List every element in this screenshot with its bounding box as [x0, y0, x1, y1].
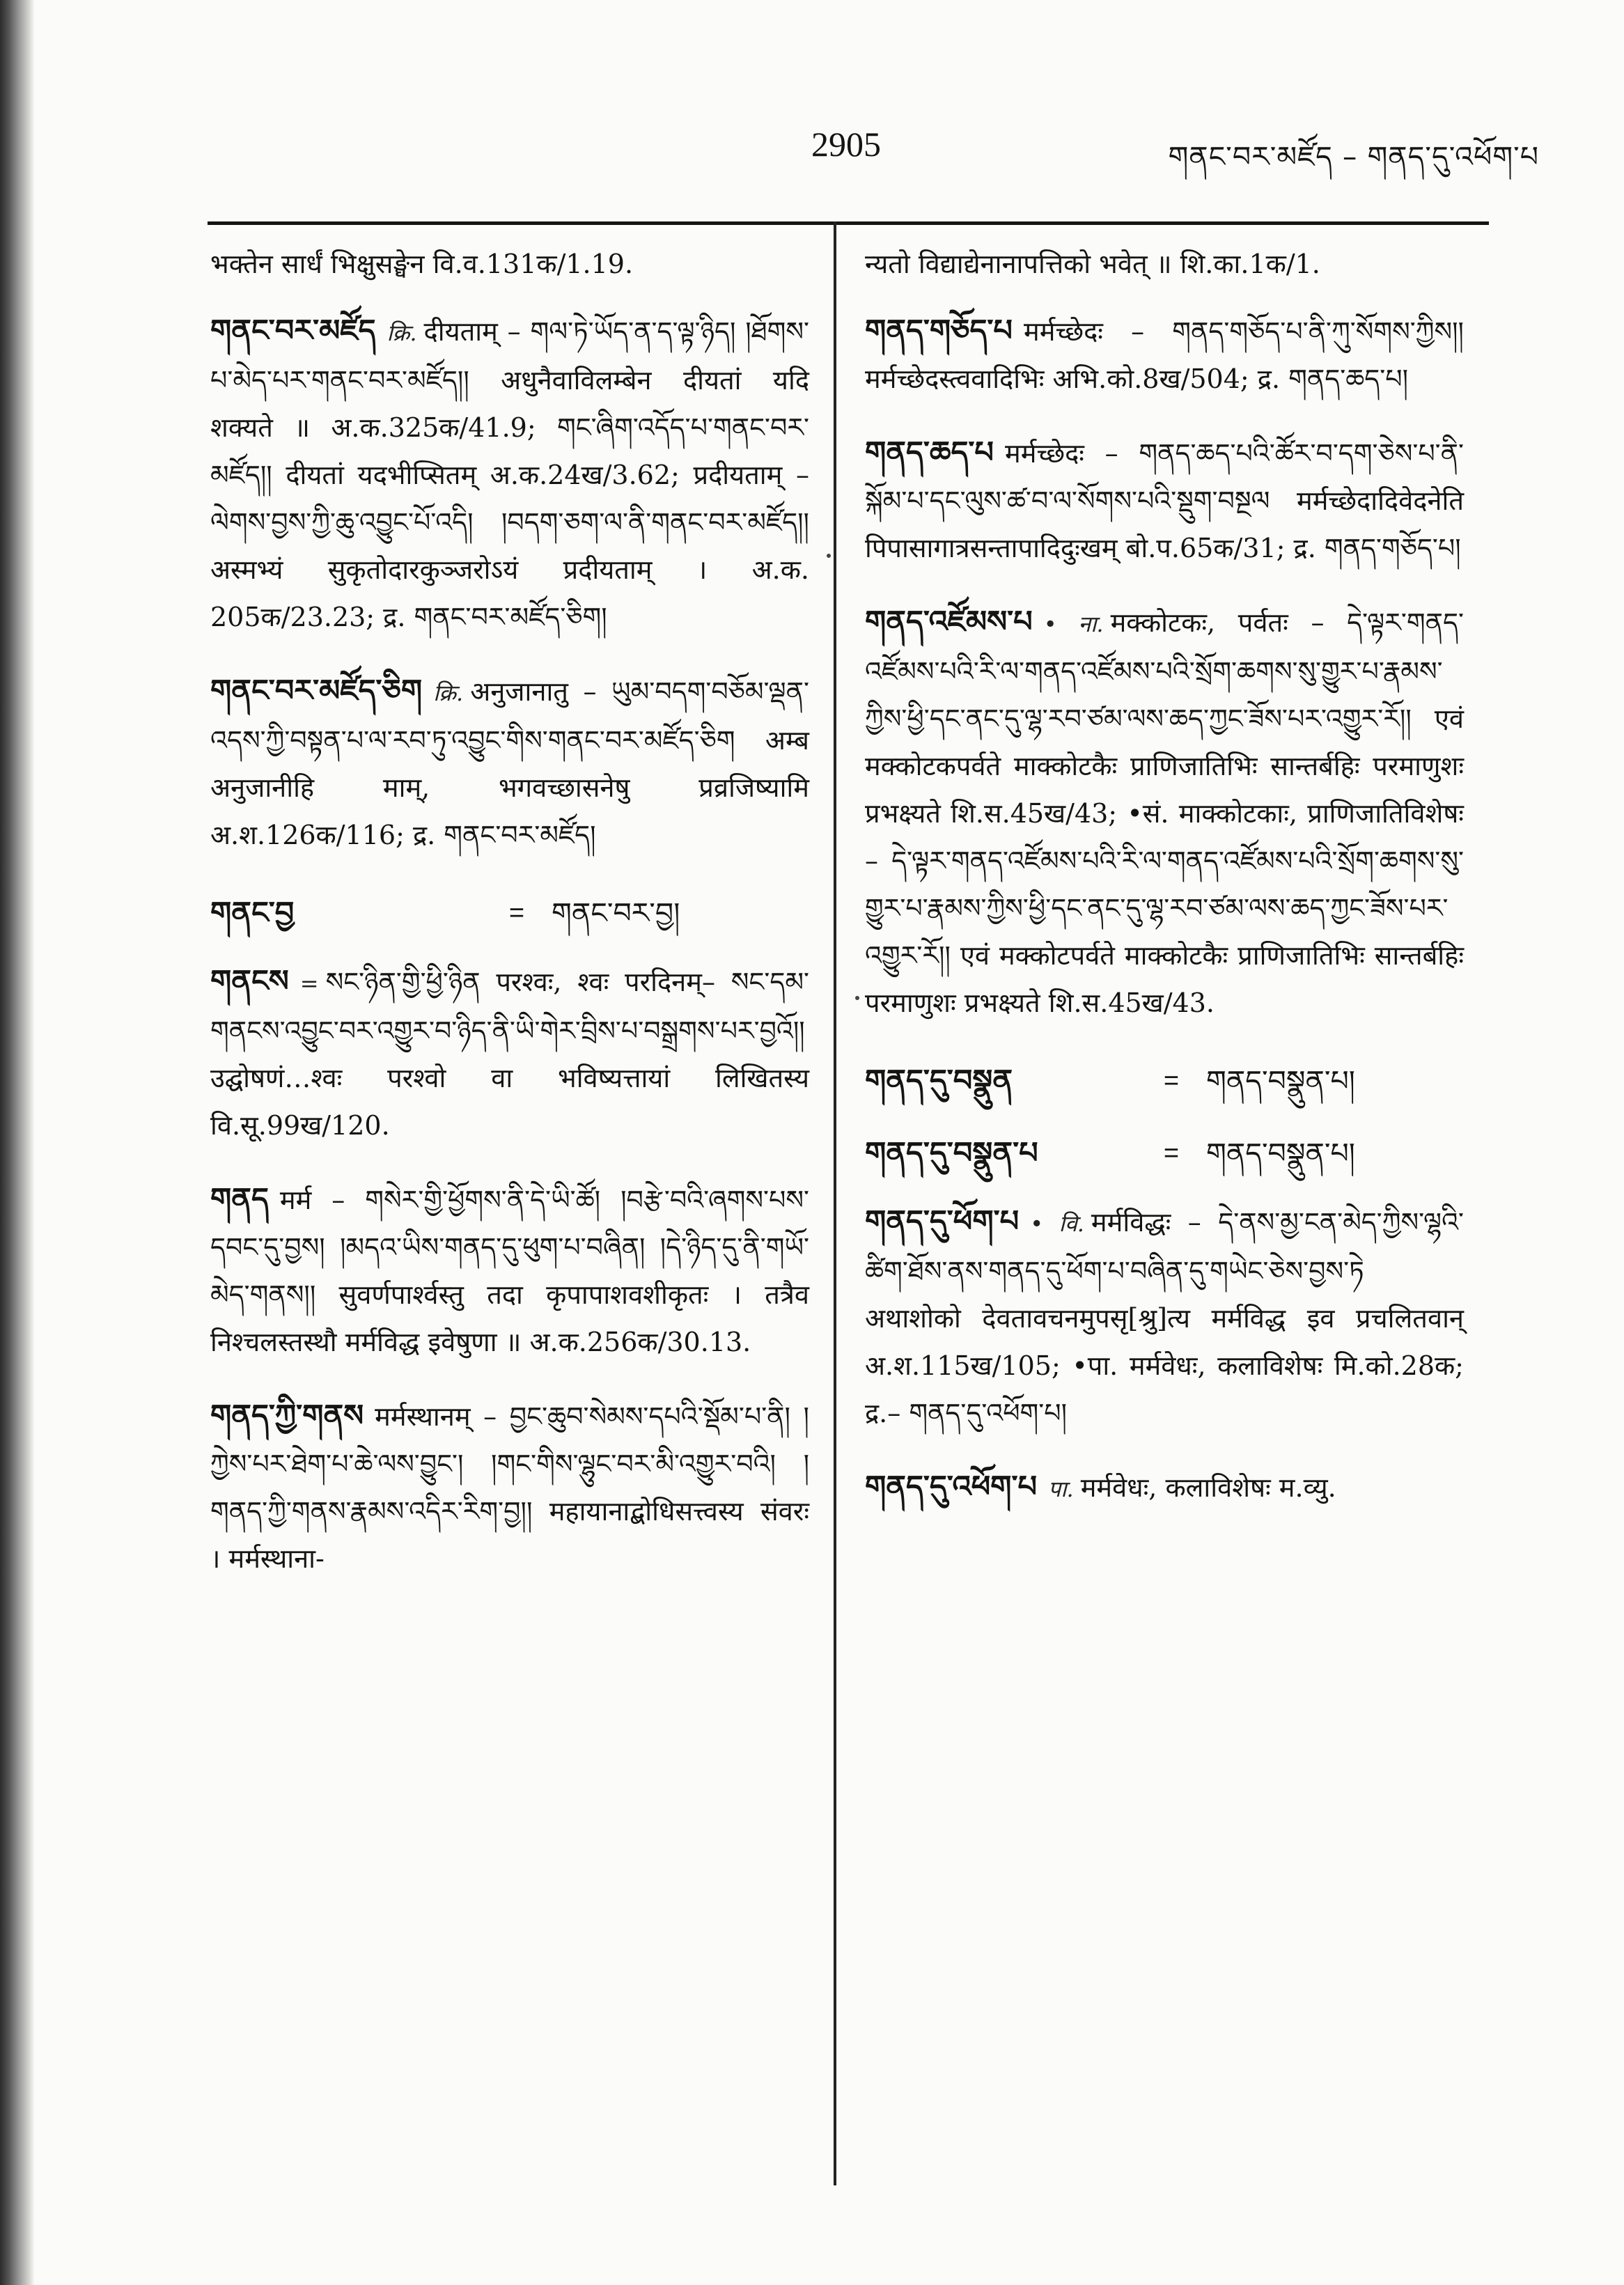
cross-reference-target: གནད་བསྣུན་པ། — [1206, 1064, 1355, 1098]
column-divider — [834, 221, 836, 2185]
headword: གནད་ཀྱི་གནས — [210, 1398, 364, 1433]
headword: གནད་ཆད་པ — [865, 435, 994, 470]
left-column — [210, 240, 809, 1609]
headword: གནད — [210, 1182, 269, 1217]
headword: གནད་གཅོད་པ — [865, 313, 1013, 348]
dictionary-entry — [210, 667, 809, 859]
grammar-label: = — [299, 970, 319, 997]
grammar-label: क्रि. — [387, 320, 417, 346]
headword: གནང་བྱ — [210, 896, 295, 930]
headword: གནད་དུ་བསྣུན — [865, 1063, 1013, 1098]
grammar-label: • वि. — [1030, 1210, 1084, 1237]
book-binding-shadow — [0, 0, 35, 2285]
dictionary-entry — [210, 1176, 809, 1366]
entry-text: मर्मस्थानम् – བྱང་ཆུབ་སེམས་དཔའི་སྡོམ་པ་ནི། །ཀྱེས་པར་ཐེག་པ་ཆེ་ལས་བྱུང་། །གང་གིས་ལྷུང་བར་མི་འགྱུར་བའི། །གནད་ཀྱི་གནས་རྣམས་འདིར་རིག་བྱ།། महायानाद्बोधिसत्त्वस्य संवरः । मर्मस्थाना- — [210, 1401, 809, 1574]
header-rule — [208, 221, 1489, 225]
headword: གནད་དུ་ཕོག་པ — [865, 1204, 1020, 1239]
dictionary-entry — [865, 1463, 1464, 1513]
cross-reference-entry — [865, 1125, 1464, 1181]
entry-continuation — [210, 240, 809, 288]
right-column — [865, 240, 1464, 1539]
grammar-label: पा. — [1048, 1476, 1074, 1502]
dictionary-entry — [210, 307, 809, 641]
dictionary-entry — [210, 958, 809, 1149]
dictionary-entry — [865, 1198, 1464, 1437]
running-head: གནང་བར་མཛོད – གནད་དུ་འཕོག་པ — [1168, 140, 1539, 173]
page-number: 2905 — [811, 125, 881, 164]
dictionary-entry — [865, 429, 1464, 572]
dictionary-entry — [210, 1392, 809, 1582]
cross-reference-target: གནང་བར་བྱ། — [552, 896, 680, 930]
grammar-label: • ना. — [1043, 611, 1104, 637]
entry-text: मर्मच्छेदः – གནད་ཆད་པའི་ཚོར་བ་དག་ཅེས་པ་ནི་སྐོམ་པ་དང་ལུས་ཚ་བ་ལ་སོགས་པའི་སྡུག་བསྔལ मर्मच्छेदादिवेदनेति पिपासागात्रसन्तापादिदुःखम् बो.प.65क/31; द्र. གནད་གཅོད་པ། — [865, 438, 1464, 563]
entry-text: मर्मवेधः, कलाविशेषः म.व्यु. — [1080, 1472, 1336, 1503]
cross-reference-entry — [865, 1053, 1464, 1109]
cross-reference-target: གནད་བསྣུན་པ། — [1206, 1137, 1355, 1170]
grammar-label: क्रि. — [433, 680, 464, 706]
entry-text: मक्कोटकः, पर्वतः – དེ་ལྟར་གནད་འཛོམས་པའི་རི་ལ་གནད་འཛོམས་པའི་སྲོག་ཆགས་སུ་གྱུར་པ་རྣམས་ཀྱིས་ཕྱི་དང་ནང་དུ་ལྷ་རབ་ཙམ་ལས་ཆད་ཀྱང་ཟོས་པར་འགྱུར་རོ།། एवं मक्कोटकपर्वते माक्कोटकैः प्राणिजातिभिः सान्तर्बहिः परमाणुशः प्रभक्ष्यते शि.स.45ख/43; •सं. माक्कोटकाः, प्राणिजातिविशेषः – དེ་ལྟར་གནད་འཛོམས་པའི་རི་ལ་གནད་འཛོམས་པའི་སྲོག་ཆགས་སུ་གྱུར་པ་རྣམས་ཀྱིས་ཕྱི་དང་ནང་དུ་ལྷ་རབ་ཙམ་ལས་ཆད་ཀྱང་ཟོས་པར་འགྱུར་རོ།། एवं मक्कोटपर्वते माक्कोटकैः प्राणिजातिभिः सान्तर्बहिः परमाणुशः प्रभक्ष्यते शि.स.45ख/43. — [865, 607, 1464, 1018]
entry-text: मर्मविद्धः – དེ་ནས་མྱ་ངན་མེད་ཀྱིས་ལྷའི་ཚིག་ཐོས་ནས་གནད་དུ་ཕོག་པ་བཞིན་དུ་གཡེང་ཅེས་བྱས་ཏེ अथाशोको देवतावचनमुपसृ[श्रु]त्य मर्मविद्ध इव प्रचलितवान् अ.श.115ख/105; •पा. मर्मवेधः, कलाविशेषः मि.को.28क; द्र.– གནད་དུ་འཕོག་པ། — [865, 1207, 1464, 1428]
headword: གནང་བར་མཛོད — [210, 313, 376, 348]
scan-speck — [827, 554, 831, 558]
entry-text: दीयताम् – གལ་ཏེ་ཡོད་ན་ད་ལྟ་ཉིད། །ཐོགས་པ་མེད་པར་གནང་བར་མཛོད།། अधुनैवाविलम्बेन दीयतां यदि शक्यते ॥ अ.क.325क/41.9; གང་ཞིག་འདོད་པ་གནང་བར་མཛོད།། दीयतां यदभीप्सितम् अ.क.24ख/3.62; प्रदीयताम् – ལེགས་བྱས་ཀྱི་ཆུ་འབྱུང་པོ་འདི། །བདག་ཅག་ལ་ནི་གནང་བར་མཛོད།། अस्मभ्यं सुकृतोदारकुञ्जरोऽयं प्रदीयताम् । अ.क. 205क/23.23; द्र. གནང་བར་མཛོད་ཅིག། — [210, 316, 809, 632]
scan-speck — [855, 996, 859, 1000]
entry-continuation — [865, 240, 1464, 288]
headword: གནད་དུ་བསྣུན་པ — [865, 1136, 1038, 1171]
entry-text: भक्तेन सार्धं भिक्षुसङ्घेन वि.व.131क/1.19. — [210, 249, 634, 279]
dictionary-entry — [865, 598, 1464, 1027]
cross-reference-entry — [210, 885, 809, 941]
equals-sign: = — [1163, 1066, 1180, 1095]
headword: གནང་བར་མཛོད་ཅིག — [210, 673, 423, 708]
equals-sign: = — [1163, 1139, 1180, 1168]
entry-text: སང་ཉིན་གྱི་ཕྱི་ཉིན परश्वः, श्वः परदिनम्– སང་དམ་གནངས་འབྱུང་བར་འགྱུར་བ་ཉིད་ནི་ཡི་གེར་བྲིས་པ་བསྒྲགས་པར་བྱའོ།། उद्घोषणं…श्वः परश्वो वा भविष्यत्तायां लिखितस्य वि.सू.99ख/120. — [210, 967, 809, 1141]
dictionary-entry — [865, 307, 1464, 403]
entry-text: मर्म – གསེར་གྱི་ཕྱོགས་ནི་དེ་ཡི་ཚོ། །བརྩེ་བའི་ཞགས་པས་དབང་དུ་བྱས། །མདའ་ཡིས་གནད་དུ་ཕུག་པ་བཞིན། །དེ་ཉིད་དུ་ནི་གཡོ་མེད་གནས།། सुवर्णपार्श्वस्तु तदा कृपापाशवशीकृतः । तत्रैव निश्चलस्तस्थौ मर्मविद्ध इवेषुणा ॥ अ.क.256क/30.13. — [210, 1185, 809, 1357]
headword: གནད་དུ་འཕོག་པ — [865, 1469, 1038, 1504]
headword: གནད་འཛོམས་པ — [865, 605, 1033, 639]
entry-text: मर्मच्छेदः – གནད་གཅོད་པ་ནི་ཀུ་སོགས་ཀྱིས།། मर्मच्छेदस्त्ववादिभिः अभि.को.8ख/504; द्र. གནད་ཆད་པ། — [865, 316, 1464, 394]
equals-sign: = — [508, 898, 525, 928]
entry-text: अनुजानातु – ཡུམ་བདག་བཅོམ་ལྡན་འདས་ཀྱི་བསྟན་པ་ལ་རབ་ཏུ་འབྱུང་གིས་གནང་བར་མཛོད་ཅིག अम्ब अनुजानीहि माम्, भगवच्छासनेषु प्रव्रजिष्यामि अ.श.126क/116; द्र. གནང་བར་མཛོད། — [210, 676, 809, 850]
headword: གནངས — [210, 964, 289, 999]
entry-text: न्यतो विद्याद्येनानापत्तिको भवेत् ॥ शि.का.1क/1. — [865, 249, 1320, 279]
